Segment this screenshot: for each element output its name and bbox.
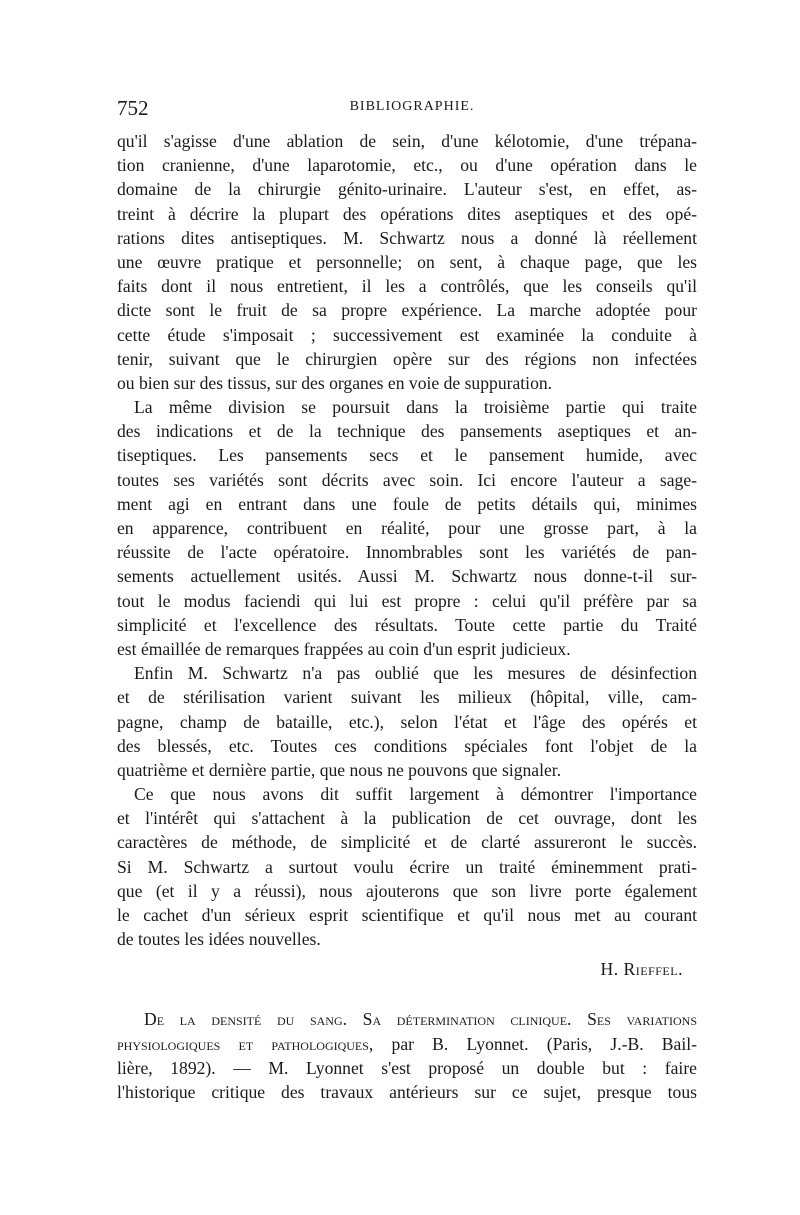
text-line: Enfin M. Schwartz n'a pas oublié que les mesures de désinfection (134, 663, 697, 684)
text-line: tiseptiques. Les pansements secs et le pansement humide, avec (117, 445, 697, 466)
text-line: de toutes les idées nouvelles. (117, 929, 321, 950)
text-line: Ce que nous avons dit suffit largement à démontrer l'importance (134, 784, 697, 805)
text-line: qu'il s'agisse d'une ablation de sein, d'une kélotomie, d'une trépana- (117, 131, 697, 151)
text-line: tion cranienne, d'une laparotomie, etc., ou d'une opération dans le (117, 155, 697, 176)
text-line: sements actuellement usités. Aussi M. Schwartz nous donne-t-il sur- (117, 566, 697, 587)
text-line: en apparence, contribuent en réalité, pour une grosse part, à la (117, 518, 697, 538)
text-line: Si M. Schwartz a surtout voulu écrire un traité éminemment prati- (117, 856, 697, 877)
text-line: et de stérilisation varient suivant les milieux (hôpital, ville, cam- (117, 687, 697, 708)
review-title: De la densité du sang. Sa détermination clinique. Ses variations (144, 1009, 697, 1030)
text-line: cette étude s'imposait ; successivement est examinée la conduite à (117, 324, 697, 345)
review-title-line (117, 1007, 697, 1031)
text-line: le cachet d'un sérieux esprit scientifique et qu'il nous met au courant (117, 905, 697, 925)
page-header (117, 96, 697, 122)
body-text (117, 129, 697, 1104)
text-line: simplicité et l'excellence des résultats. Toute cette partie du Traité (117, 614, 697, 635)
text-line: dicte sont le fruit de sa propre expérience. La marche adoptée pour (117, 300, 697, 321)
text-line: faits dont il nous entretient, il les a contrôlés, que les conseils qu'il (117, 276, 697, 297)
review-title-continued: physiologiques et pathologiques, (117, 1033, 374, 1054)
paragraph-3 (117, 661, 697, 782)
paragraph-4 (117, 782, 697, 951)
text-line: et l'intérêt qui s'attachent à la publication de cet ouvrage, dont les (117, 808, 697, 829)
text-line: est émaillée de remarques frappées au coin d'un esprit judicieux. (117, 638, 571, 659)
text-line: rations dites antiseptiques. M. Schwartz nous a donné là réellement (117, 227, 697, 248)
text-line: que (et il y a réussi), nous ajouterons que son livre porte également (117, 880, 697, 901)
text-line: domaine de la chirurgie génito-urinaire. L'auteur s'est, en effet, as- (117, 179, 697, 200)
paragraph-2 (117, 395, 697, 661)
section-gap (117, 983, 697, 1007)
text-line: des blessés, etc. Toutes ces conditions spéciales font l'objet de la (117, 735, 697, 756)
review-entry (117, 1007, 697, 1104)
text-line: quatrième et dernière partie, que nous ne pouvons que signaler. (117, 759, 562, 780)
text-line: une œuvre pratique et personnelle; on sent, à chaque page, que les (117, 251, 697, 272)
text-line: treint à décrire la plupart des opérations dites aseptiques et des opé- (117, 203, 697, 224)
running-head: BIBLIOGRAPHIE. (349, 99, 475, 114)
text-line: La même division se poursuit dans la troisième partie qui traite (134, 397, 697, 418)
page-number: 752 (117, 96, 149, 120)
text-line: toutes ses variétés sont décrits avec soin. Ici encore l'auteur a sage- (117, 469, 697, 490)
text-line: réussite de l'acte opératoire. Innombrables sont les variétés de pan- (117, 542, 697, 563)
review-author-publisher: par B. Lyonnet. (Paris, J.-B. Bail- (373, 1033, 697, 1054)
paragraph-1 (117, 129, 697, 395)
review-line (117, 1032, 697, 1056)
review-line: l'historique critique des travaux antérieurs sur ce sujet, presque tous (117, 1081, 697, 1102)
author-signature: H. Rieffel. (600, 959, 683, 980)
review-line: lière, 1892). — M. Lyonnet s'est proposé un double but : faire (117, 1057, 697, 1078)
text-line: tenir, suivant que le chirurgien opère sur des régions non infectées (117, 348, 697, 369)
text-line: ment agi en entrant dans une foule de petits détails qui, minimes (117, 493, 697, 514)
text-line: tout le modus faciendi qui lui est propre : celui qu'il préfère par sa (117, 590, 697, 611)
text-line: ou bien sur des tissus, sur des organes en voie de suppuration. (117, 372, 553, 393)
text-line: caractères de méthode, de simplicité et de clarté assureront le succès. (117, 832, 697, 853)
text-line: des indications et de la technique des pansements aseptiques et an- (117, 421, 697, 442)
text-line: pagne, champ de bataille, etc.), selon l'état et l'âge des opérés et (117, 711, 697, 732)
